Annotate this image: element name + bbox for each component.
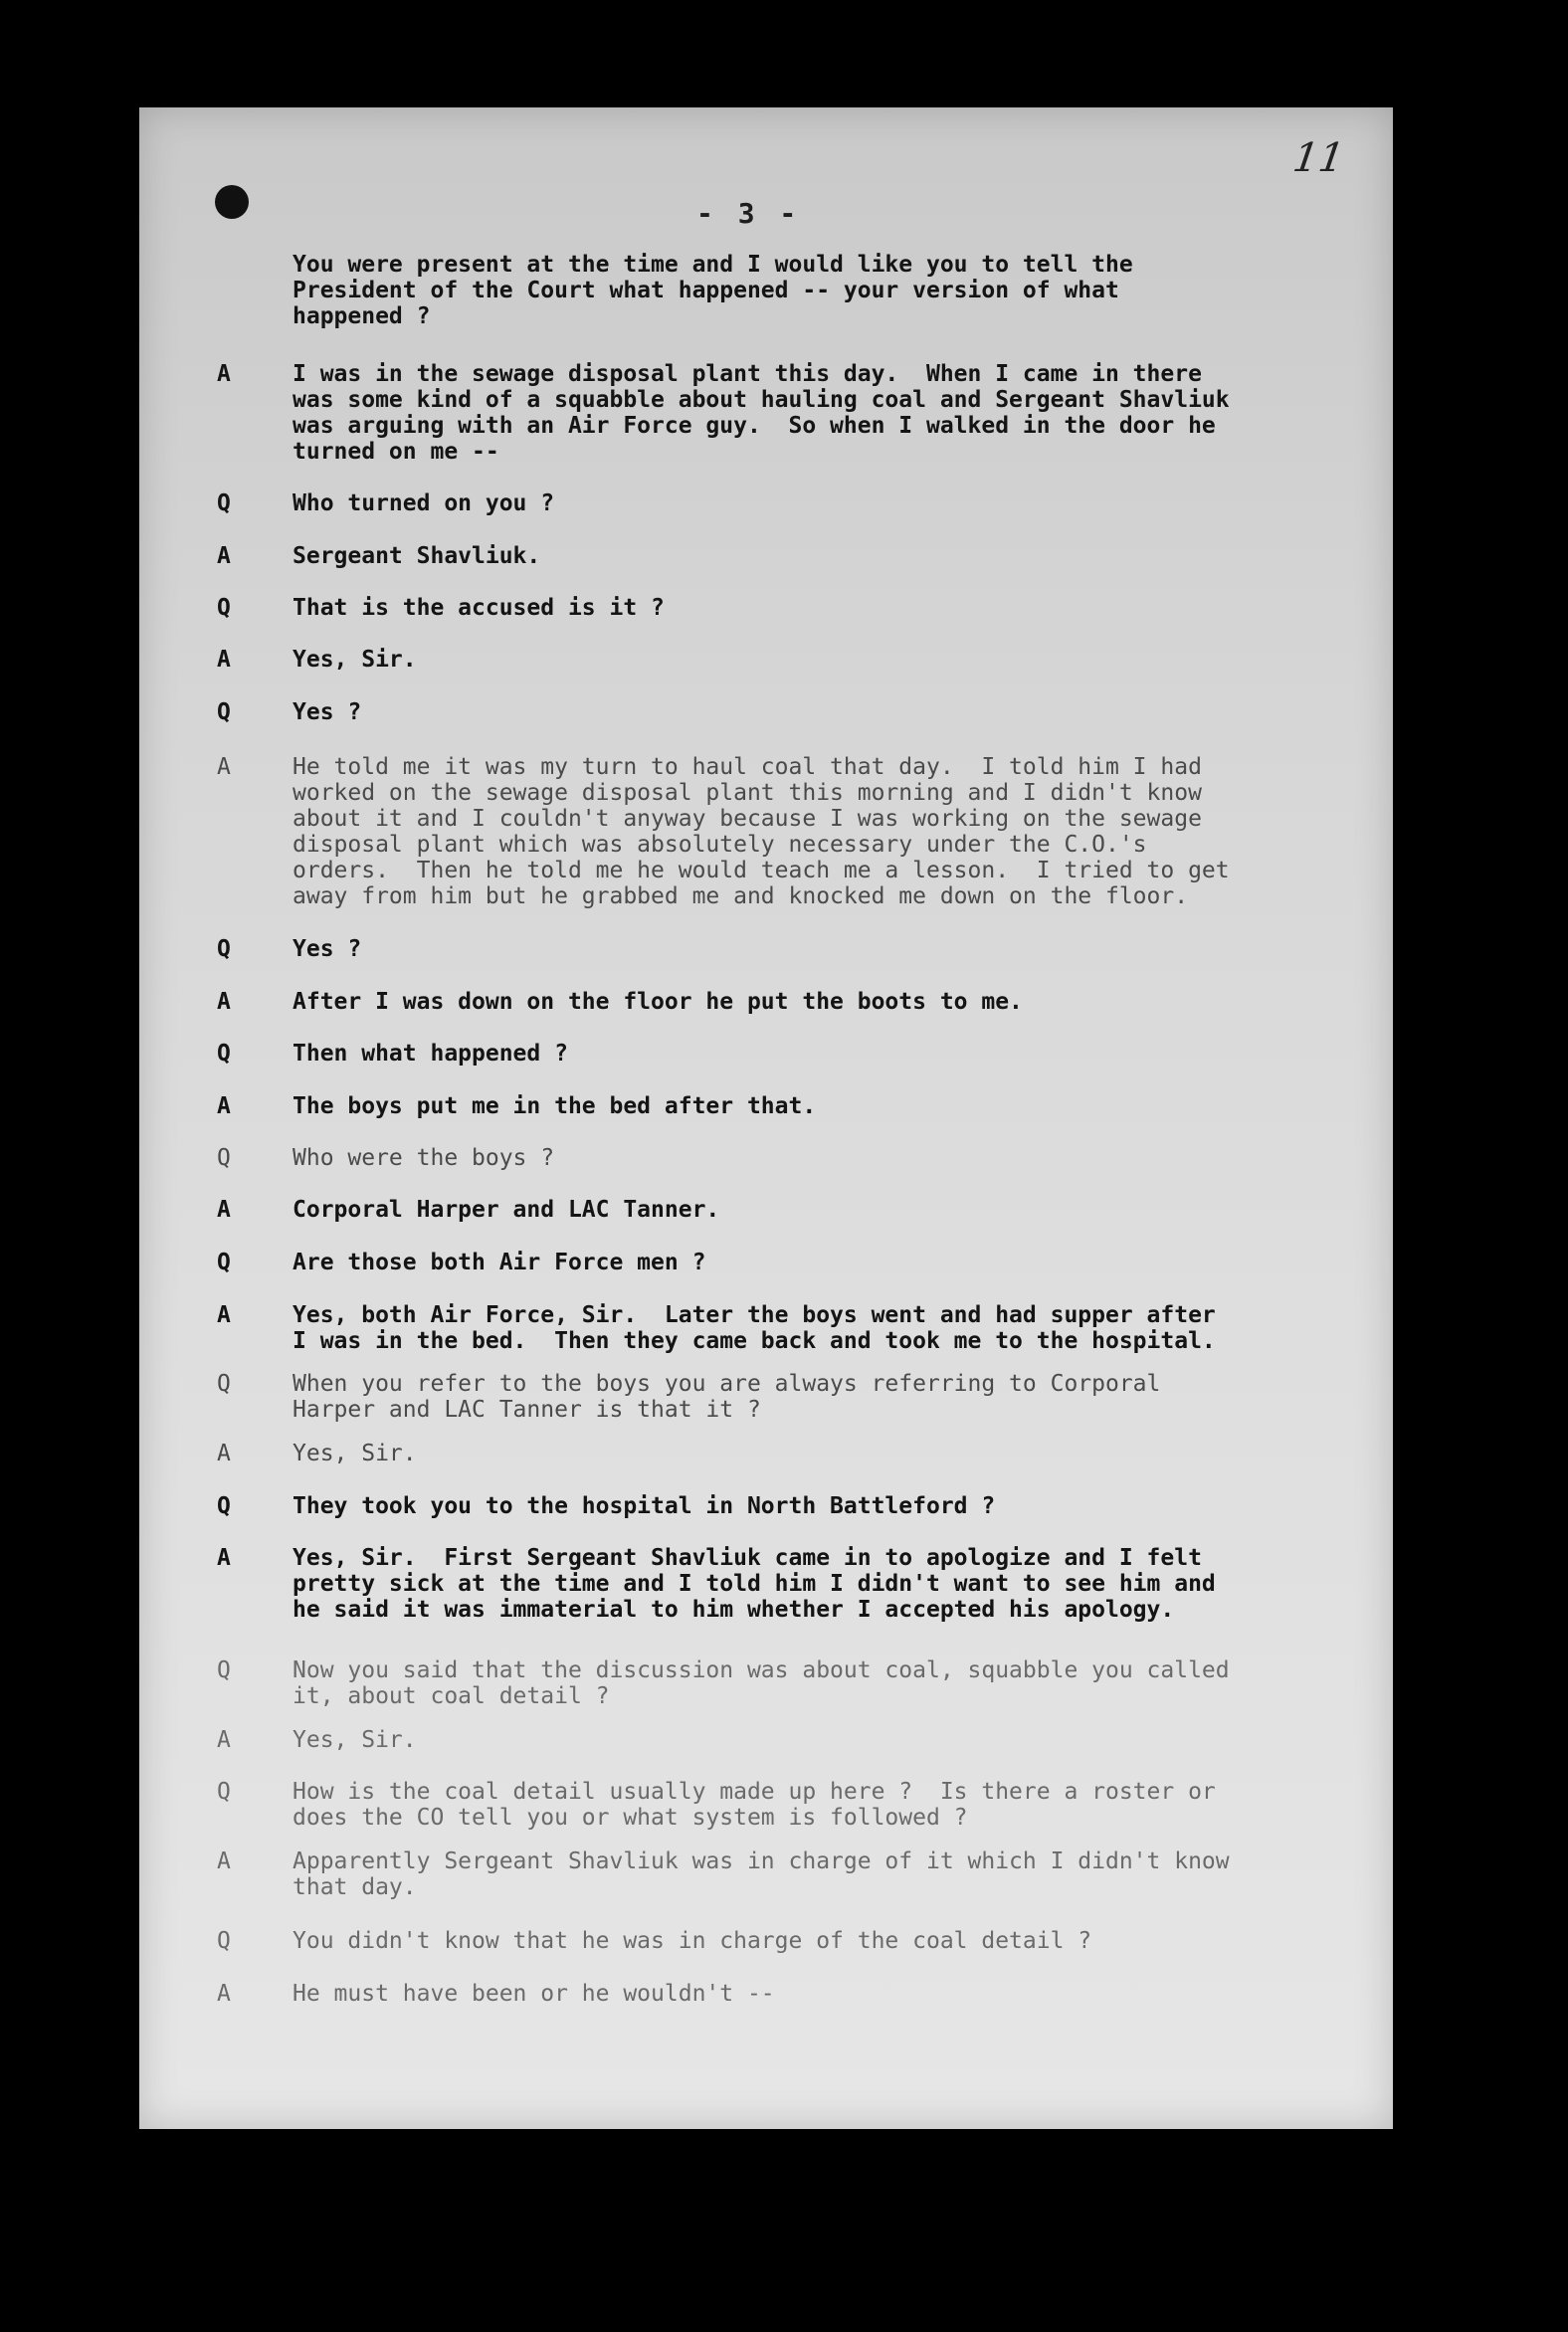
question-text: Are those both Air Force men ? <box>293 1250 706 1275</box>
answer-marker: A <box>217 543 231 569</box>
answer-text: Yes, Sir. <box>293 1441 417 1466</box>
question-marker: Q <box>217 1250 231 1275</box>
question-marker: Q <box>217 1493 231 1519</box>
question-marker: Q <box>217 936 231 962</box>
answer-marker: A <box>217 1093 231 1119</box>
intro-question: You were present at the time and I would like you to tell the President of the Court what happened -- your version of what happened ? <box>293 252 1133 329</box>
folio-number: 11 <box>1289 135 1348 181</box>
question-text: Who turned on you ? <box>293 490 555 516</box>
answer-marker: A <box>217 1197 231 1223</box>
question-marker: Q <box>217 1041 231 1067</box>
document-page <box>139 107 1393 2129</box>
answer-text: I was in the sewage disposal plant this day. When I came in there was some kind of a squabble about hauling coal and Sergeant Shavliuk was arguing with an Air Force guy. So when I walked in the door he turned on me -- <box>293 361 1230 465</box>
question-marker: Q <box>217 1657 231 1683</box>
question-text: Then what happened ? <box>293 1041 568 1067</box>
answer-marker: A <box>217 754 231 780</box>
answer-text: Yes, Sir. <box>293 1727 417 1753</box>
punch-hole <box>215 185 249 219</box>
answer-marker: A <box>217 1441 231 1466</box>
page-number: - 3 - <box>696 197 801 230</box>
question-text: You didn't know that he was in charge of the coal detail ? <box>293 1928 1092 1954</box>
question-marker: Q <box>217 595 231 621</box>
question-text: When you refer to the boys you are always referring to Corporal Harper and LAC Tanner is that it ? <box>293 1371 1161 1423</box>
answer-text: He must have been or he wouldn't -- <box>293 1981 775 2007</box>
question-marker: Q <box>217 699 231 725</box>
answer-text: Yes, both Air Force, Sir. Later the boys went and had supper after I was in the bed. Then they came back and took me to the hospital. <box>293 1302 1216 1354</box>
question-marker: Q <box>217 1928 231 1954</box>
question-marker: Q <box>217 490 231 516</box>
answer-text: Yes, Sir. <box>293 647 417 673</box>
answer-text: Sergeant Shavliuk. <box>293 543 541 569</box>
answer-marker: A <box>217 1302 231 1328</box>
question-marker: Q <box>217 1145 231 1171</box>
answer-marker: A <box>217 1727 231 1753</box>
answer-marker: A <box>217 989 231 1015</box>
answer-text: Apparently Sergeant Shavliuk was in charge of it which I didn't know that day. <box>293 1848 1230 1900</box>
answer-marker: A <box>217 361 231 387</box>
question-text: They took you to the hospital in North Battleford ? <box>293 1493 996 1519</box>
answer-marker: A <box>217 1981 231 2007</box>
answer-marker: A <box>217 647 231 673</box>
answer-marker: A <box>217 1545 231 1571</box>
question-text: That is the accused is it ? <box>293 595 665 621</box>
question-text: Yes ? <box>293 936 362 962</box>
answer-text: He told me it was my turn to haul coal that day. I told him I had worked on the sewage disposal plant this morning and I didn't know about it and I couldn't anyway because I was working on the sewage disposal plant which was absolutely necessary under the C.O.'s orders. Then he told me he would teach me a lesson. I tried to get away from him but he grabbed me and knocked me down on the floor. <box>293 754 1230 909</box>
question-marker: Q <box>217 1779 231 1805</box>
question-text: Yes ? <box>293 699 362 725</box>
question-text: Now you said that the discussion was about coal, squabble you called it, about coal detail ? <box>293 1657 1230 1709</box>
answer-marker: A <box>217 1848 231 1874</box>
question-text: Who were the boys ? <box>293 1145 555 1171</box>
answer-text: The boys put me in the bed after that. <box>293 1093 817 1119</box>
answer-text: Yes, Sir. First Sergeant Shavliuk came in to apologize and I felt pretty sick at the time and I told him I didn't want to see him and he said it was immaterial to him whether I accepted his apology. <box>293 1545 1216 1623</box>
question-text: How is the coal detail usually made up here ? Is there a roster or does the CO tell you or what system is followed ? <box>293 1779 1216 1831</box>
question-marker: Q <box>217 1371 231 1397</box>
answer-text: Corporal Harper and LAC Tanner. <box>293 1197 720 1223</box>
answer-text: After I was down on the floor he put the boots to me. <box>293 989 1023 1015</box>
